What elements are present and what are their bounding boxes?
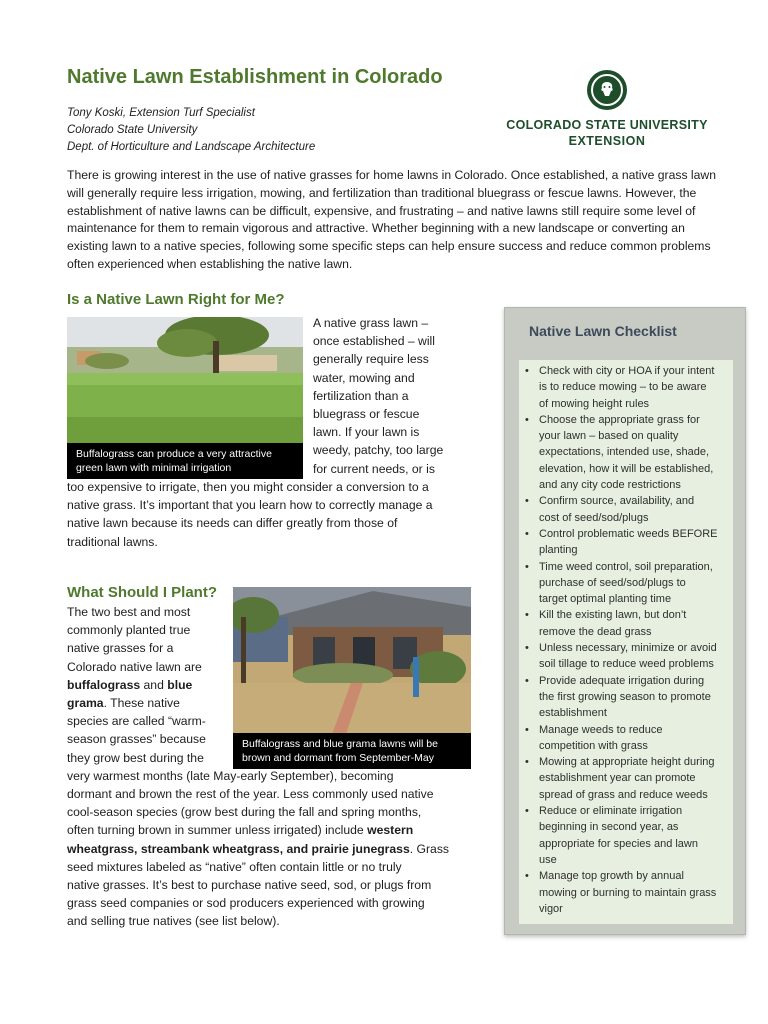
section1-text-full: too expensive to irrigate, then you might consider a conversion to a native grass. It’s important that you learn how to correctly manage a native lawn because its needs can differ greatly from those of traditional lawns. xyxy=(67,480,433,549)
checklist-item xyxy=(523,607,729,640)
checklist-item xyxy=(523,640,729,673)
checklist-item xyxy=(523,559,729,608)
native-lawn-checklist xyxy=(504,307,746,935)
checklist-item-text: your lawn – based on quality xyxy=(539,430,679,443)
checklist-items xyxy=(519,360,733,917)
checklist-item-text: Provide adequate irrigation during xyxy=(539,674,705,687)
checklist-item-text: cost of seed/sod/plugs xyxy=(539,511,649,524)
checklist-item-text: remove the dead grass xyxy=(539,625,652,638)
checklist-item-text: Confirm source, availability, and xyxy=(539,495,695,508)
checklist-item-text: Manage weeds to reduce xyxy=(539,723,663,736)
checklist-item-text: Check with city or HOA if your intent xyxy=(539,365,715,377)
photo2-caption: Buffalograss and blue grama lawns will be brown and dormant from September-May xyxy=(233,733,471,769)
bullet-icon: • xyxy=(525,870,529,883)
csu-ram-icon xyxy=(587,70,627,110)
checklist-item-text: purchase of seed/sod/plugs to xyxy=(539,576,686,589)
checklist-item-text: soil tillage to reduce weed problems xyxy=(539,658,714,671)
section-heading-native-lawn: Is a Native Lawn Right for Me? xyxy=(67,291,285,308)
checklist-item-text: Reduce or eliminate irrigation xyxy=(539,805,683,818)
checklist-item-text: Manage top growth by annual xyxy=(539,870,684,883)
logo-text-university: COLORADO STATE UNIVERSITY xyxy=(506,118,708,132)
checklist-item-text: vigor xyxy=(539,902,563,915)
bullet-icon: • xyxy=(525,642,529,655)
checklist-item xyxy=(523,363,729,412)
checklist-item xyxy=(523,754,729,803)
bullet-icon: • xyxy=(525,560,529,573)
checklist-item-text: Control problematic weeds BEFORE xyxy=(539,527,718,540)
bullet-icon: • xyxy=(525,674,529,687)
term-blue-grama-part2: grama xyxy=(67,696,104,711)
logo-text-extension: EXTENSION xyxy=(568,134,646,148)
section1-text-wrapped: A native grass lawn – once established – will generally require less water, mowing and fertilization than a bluegrass or fescue lawn. If your lawn is weedy, patchy, too large for current needs, or is xyxy=(313,316,444,476)
checklist-item-text: expectations, intended use, shade, xyxy=(539,446,710,459)
checklist-item-text: Time weed control, soil preparation, xyxy=(539,560,713,573)
checklist-item-text: Mowing at appropriate height during xyxy=(539,756,715,769)
author-department: Dept. of Horticulture and Landscape Architecture xyxy=(67,141,316,153)
checklist-item-text: planting xyxy=(539,544,578,557)
checklist-item-text: of mowing height rules xyxy=(539,397,650,410)
bullet-icon: • xyxy=(525,527,529,540)
bullet-icon: • xyxy=(525,365,529,377)
checklist-item-text: Unless necessary, minimize or avoid xyxy=(539,642,717,655)
checklist-item-text: use xyxy=(539,853,557,866)
checklist-item-text: elevation, how it will be established, xyxy=(539,462,714,475)
section2-text: The two best and most commonly planted true native grasses for a Colorado native lawn are buffalograss and blue grama. These native species are called “warm- season grasses” because they grow best during the very warmest months (late May-early September), becoming dormant and brown the rest of the year. Less commonly used native cool-season species (grow best during the fall and spring months, often turning brown in summer unless irrigated) include western wheatgrass, streambank wheatgrass, and prairie junegrass. Grass seed mixtures labeled as “native” often contain little or no truly native grasses. It’s best to purchase native seed, sod, or plugs from grass seed companies or sod producers experienced with growing and selling true natives (see list below). xyxy=(67,605,450,929)
page-title: Native Lawn Establishment in Colorado xyxy=(67,66,443,88)
section-heading-what-to-plant: What Should I Plant? xyxy=(67,584,217,601)
term-cool-season-species: wheatgrass, streambank wheatgrass, and prairie junegrass xyxy=(67,841,410,856)
buffalograss-lawn-photo xyxy=(67,317,303,479)
checklist-item-text: Kill the existing lawn, but don’t xyxy=(539,609,687,622)
checklist-item-text: beginning in second year, as xyxy=(539,821,679,834)
author-university: Colorado State University xyxy=(67,124,198,136)
checklist-item xyxy=(523,493,729,526)
term-buffalograss: buffalograss xyxy=(67,677,141,692)
intro-paragraph: There is growing interest in the use of native grasses for home lawns in Colorado. Once established, a native grass lawn will generally require less irrigation, mowing, and fertilization than traditional bluegrass or fescue lawns. However, the establishment of native lawns can be difficult, expensive, and frustrating – and native lawns still require some level of maintenance for them to remain vigorous and attractive. Whether beginning with a new landscape or converting an existing lawn to a native species, following some specific steps can help ensure success and reduce common problems often experienced when establishing the native lawn. xyxy=(67,168,716,271)
checklist-box xyxy=(519,360,733,924)
term-western: western xyxy=(367,823,414,838)
author-name: Tony Koski, Extension Turf Specialist xyxy=(67,107,255,119)
term-blue-grama-part1: blue xyxy=(167,677,193,692)
csu-extension-logo xyxy=(500,70,714,150)
bullet-icon: • xyxy=(525,723,529,736)
checklist-item xyxy=(523,722,729,755)
author-block xyxy=(67,105,315,156)
checklist-item-text: and any city code restrictions xyxy=(539,479,681,492)
checklist-item xyxy=(523,412,729,493)
checklist-item-text: is to reduce mowing – to be aware xyxy=(539,381,707,394)
checklist-item-text: Choose the appropriate grass for xyxy=(539,413,700,426)
checklist-item xyxy=(523,526,729,559)
checklist-title: Native Lawn Checklist xyxy=(529,323,677,339)
checklist-item-text: spread of grass and reduce weeds xyxy=(539,788,708,801)
checklist-item-text: the first growing season to promote xyxy=(539,690,711,703)
checklist-item xyxy=(523,673,729,722)
checklist-item-text: competition with grass xyxy=(539,739,648,752)
bullet-icon: • xyxy=(525,609,529,622)
checklist-item-text: establishment xyxy=(539,707,607,720)
checklist-item xyxy=(523,868,729,917)
checklist-item xyxy=(523,803,729,868)
bullet-icon: • xyxy=(525,805,529,818)
bullet-icon: • xyxy=(525,413,529,426)
bullet-icon: • xyxy=(525,495,529,508)
checklist-item-text: mowing or burning to maintain grass xyxy=(539,886,717,899)
bullet-icon: • xyxy=(525,756,529,769)
checklist-item-text: establishment year can promote xyxy=(539,772,696,785)
photo1-caption: Buffalograss can produce a very attractive green lawn with minimal irrigation xyxy=(67,443,303,479)
checklist-item-text: target optimal planting time xyxy=(539,593,672,606)
checklist-item-text: appropriate for species and lawn xyxy=(539,837,698,850)
